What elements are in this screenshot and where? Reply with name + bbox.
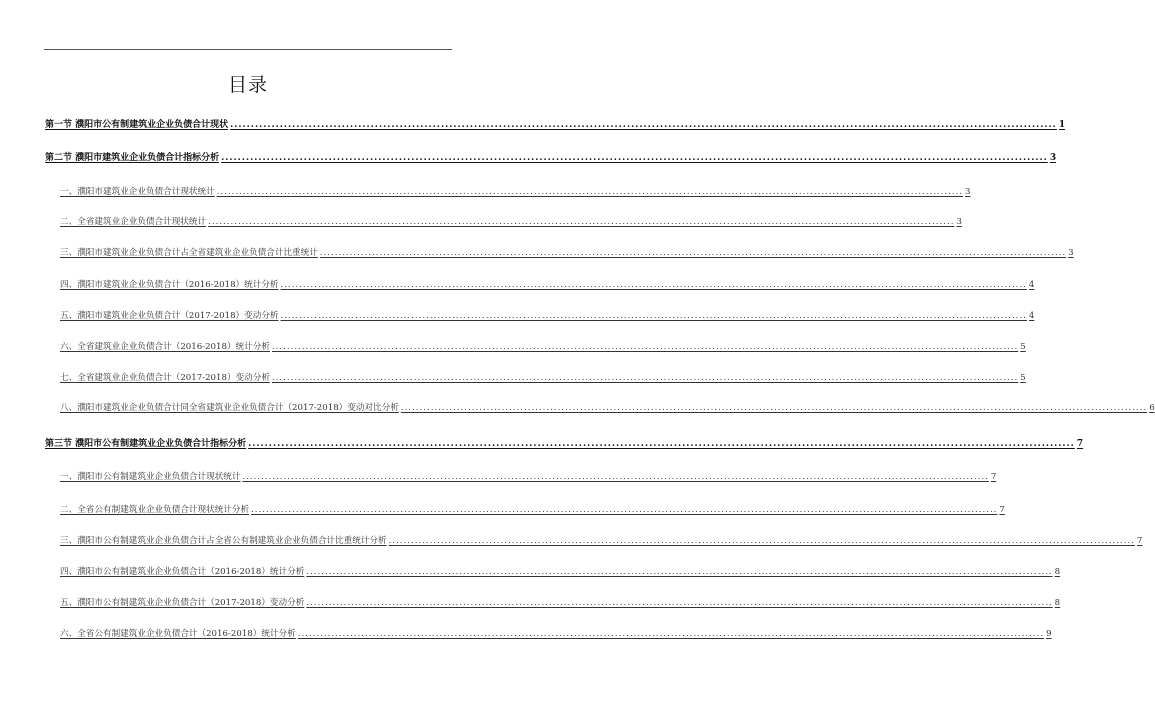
- toc-leader-dots: ........................................................................................................................................................................................................: [248, 439, 1075, 449]
- toc-subsection-link[interactable]: [60, 278, 1035, 290]
- toc-page-number: 4: [1028, 311, 1035, 321]
- toc-leader-dots: ........................................................................................................................................................................................................: [242, 472, 989, 482]
- toc-leader-dots: ........................................................................................................................................................................................................: [221, 153, 1048, 163]
- toc-entry-text: 七、全省建筑业企业负债合计（2017-2018）变动分析: [60, 373, 270, 383]
- toc-page-number: 7: [999, 505, 1005, 515]
- toc-subsection-link[interactable]: [60, 401, 1155, 413]
- toc-page-number: 9: [1046, 629, 1052, 639]
- toc-leader-dots: ........................................................................................................................................................................................................: [297, 629, 1045, 639]
- toc-subsection-link[interactable]: [60, 596, 1061, 608]
- toc-subsection-link[interactable]: [60, 627, 1052, 639]
- toc-entry-text: 四、濮阳市公有制建筑业企业负债合计（2016-2018）统计分析: [60, 567, 305, 577]
- toc-leader-dots: ........................................................................................................................................................................................................: [280, 280, 1027, 290]
- toc-section-link[interactable]: [45, 436, 1084, 449]
- toc-leader-dots: ........................................................................................................................................................................................................: [306, 567, 1053, 577]
- toc-page-number: 8: [1054, 567, 1061, 577]
- toc-subsection-link[interactable]: [60, 470, 997, 482]
- toc-leader-dots: ........................................................................................................................................................................................................: [306, 598, 1053, 608]
- toc-entry-text: 一、濮阳市公有制建筑业企业负债合计现状统计: [60, 472, 241, 482]
- toc-page-number: 6: [1149, 403, 1155, 413]
- toc-page-number: 7: [990, 472, 997, 482]
- toc-subsection-link[interactable]: [60, 185, 971, 197]
- toc-entry-text: 第三节 濮阳市公有制建筑业企业负债合计指标分析: [45, 439, 247, 449]
- toc-page-number: 7: [1076, 439, 1084, 449]
- toc-entry-text: 一、濮阳市建筑业企业负债合计现状统计: [60, 187, 215, 197]
- toc-subsection-link[interactable]: [60, 503, 1005, 515]
- toc-subsection-link[interactable]: [60, 246, 1074, 258]
- toc-leader-dots: ........................................................................................................................................................................................................: [230, 120, 1057, 130]
- toc-subsection-link[interactable]: [60, 340, 1026, 352]
- toc-section-link[interactable]: [45, 150, 1057, 163]
- toc-leader-dots: ........................................................................................................................................................................................................: [271, 342, 1019, 352]
- toc-page-number: 8: [1054, 598, 1061, 608]
- toc-subsection-link[interactable]: [60, 534, 1143, 546]
- toc-section-link[interactable]: [45, 117, 1066, 130]
- toc-entry-text: 五、濮阳市建筑业企业负债合计（2017-2018）变动分析: [60, 311, 279, 321]
- toc-subsection-link[interactable]: [60, 309, 1035, 321]
- toc-entry-text: 六、全省建筑业企业负债合计（2016-2018）统计分析: [60, 342, 270, 352]
- toc-subsection-link[interactable]: [60, 215, 962, 227]
- page-title: 目录: [227, 74, 268, 96]
- toc-entry-text: 六、全省公有制建筑业企业负债合计（2016-2018）统计分析: [60, 629, 296, 639]
- toc-entry-text: 三、濮阳市公有制建筑业企业负债合计占全省公有制建筑业企业负债合计比重统计分析: [60, 536, 387, 546]
- toc-page-number: 3: [1049, 153, 1057, 163]
- toc-leader-dots: ........................................................................................................................................................................................................: [251, 505, 998, 515]
- toc-page-number: 3: [1068, 248, 1074, 258]
- toc-entry-text: 四、濮阳市建筑业企业负债合计（2016-2018）统计分析: [60, 280, 279, 290]
- toc-entry-text: 二、全省建筑业企业负债合计现状统计: [60, 217, 207, 227]
- toc-page-number: 3: [956, 217, 962, 227]
- toc-entry-text: 二、全省公有制建筑业企业负债合计现状统计分析: [60, 505, 250, 515]
- toc-entry-text: 五、濮阳市公有制建筑业企业负债合计（2017-2018）变动分析: [60, 598, 305, 608]
- toc-leader-dots: ........................................................................................................................................................................................................: [388, 536, 1135, 546]
- toc-subsection-link[interactable]: [60, 565, 1061, 577]
- toc-page-number: 4: [1028, 280, 1035, 290]
- toc-page-number: 3: [965, 187, 971, 197]
- toc-leader-dots: ........................................................................................................................................................................................................: [271, 373, 1019, 383]
- toc-leader-dots: ........................................................................................................................................................................................................: [208, 217, 955, 227]
- toc-entry-text: 八、濮阳市建筑业企业负债合计同全省建筑业企业负债合计（2017-2018）变动对比分析: [60, 403, 399, 413]
- toc-leader-dots: ........................................................................................................................................................................................................: [319, 248, 1067, 258]
- toc-leader-dots: ........................................................................................................................................................................................................: [216, 187, 964, 197]
- toc-page-number: 5: [1020, 342, 1026, 352]
- toc-page-number: 1: [1058, 120, 1066, 130]
- toc-entry-text: 第二节 濮阳市建筑业企业负债合计指标分析: [45, 153, 220, 163]
- toc-page-number: 7: [1136, 536, 1143, 546]
- toc-subsection-link[interactable]: [60, 371, 1026, 383]
- toc-entry-text: 第一节 濮阳市公有制建筑业企业负债合计现状: [45, 120, 229, 130]
- toc-page-number: 5: [1020, 373, 1026, 383]
- toc-leader-dots: ........................................................................................................................................................................................................: [280, 311, 1027, 321]
- toc-leader-dots: ........................................................................................................................................................................................................: [400, 403, 1148, 413]
- toc-entry-text: 三、濮阳市建筑业企业负债合计占全省建筑业企业负债合计比重统计: [60, 248, 318, 258]
